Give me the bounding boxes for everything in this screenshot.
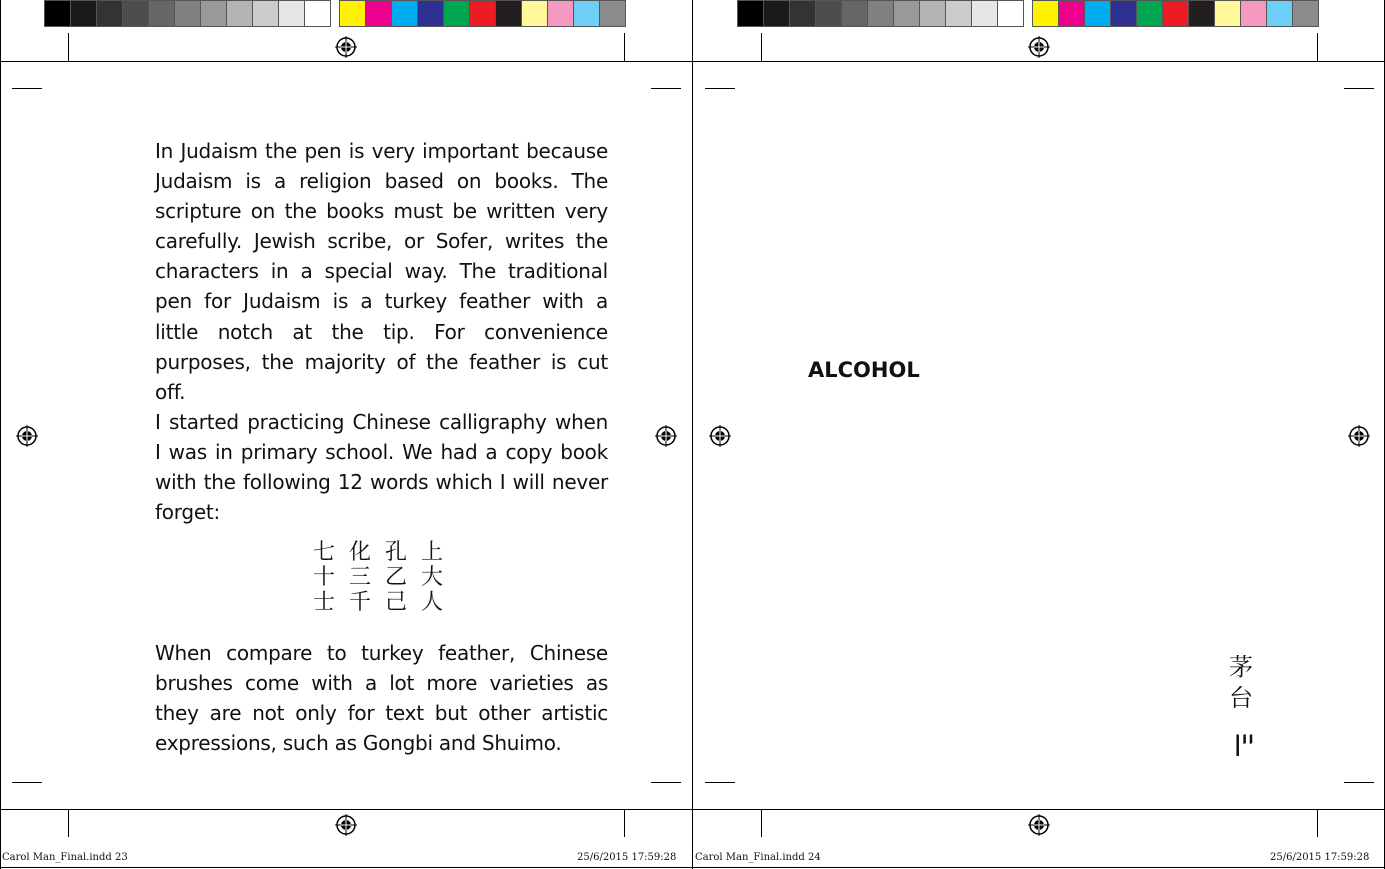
gray-swatch xyxy=(789,0,816,27)
gray-swatch xyxy=(252,0,279,27)
page-edge-left xyxy=(0,0,1,869)
color-swatch xyxy=(1032,0,1059,27)
gray-swatch xyxy=(304,0,331,27)
crop-mark xyxy=(624,809,625,837)
crop-mark xyxy=(68,809,69,837)
color-swatch xyxy=(1058,0,1085,27)
registration-mark-icon xyxy=(1028,36,1050,58)
crop-mark xyxy=(1344,88,1374,89)
gray-swatch xyxy=(122,0,149,27)
color-swatch xyxy=(495,0,522,27)
gray-swatch xyxy=(971,0,998,27)
gray-swatch xyxy=(96,0,123,27)
crop-line-top-right xyxy=(693,61,1385,62)
crop-mark xyxy=(761,33,762,61)
registration-mark-icon xyxy=(16,425,38,447)
calligraphy-character-grid xyxy=(306,540,450,615)
registration-mark-icon xyxy=(655,425,677,447)
slug-file-left: Carol Man_Final.indd 23 xyxy=(2,852,128,863)
color-swatch xyxy=(573,0,600,27)
gray-swatch xyxy=(919,0,946,27)
color-swatch xyxy=(1162,0,1189,27)
vertical-character: 台 xyxy=(1229,684,1253,712)
color-swatch xyxy=(391,0,418,27)
paragraph-chinese-brushes: When compare to turkey feather, Chinese brushes come with a lot more varieties as they are not only for text but other artistic expressions, such as Gongbi and Shuimo. xyxy=(155,641,608,756)
gray-swatch xyxy=(226,0,253,27)
calligraphy-character: 大 xyxy=(420,565,443,590)
crop-line-top-left xyxy=(0,61,692,62)
character-row xyxy=(306,565,450,590)
crop-mark xyxy=(624,33,625,61)
spine-divider xyxy=(692,0,693,869)
color-swatch xyxy=(365,0,392,27)
character-row xyxy=(306,590,450,615)
calligraphy-character: 千 xyxy=(348,590,371,615)
color-swatch xyxy=(1188,0,1215,27)
color-swatch xyxy=(1292,0,1319,27)
crop-mark xyxy=(1344,782,1374,783)
gray-swatch xyxy=(945,0,972,27)
crop-line-bottom-right xyxy=(693,809,1385,810)
registration-mark-icon xyxy=(335,814,357,836)
color-swatch xyxy=(417,0,444,27)
crop-mark xyxy=(705,88,735,89)
calligraphy-character: 十 xyxy=(312,565,335,590)
paragraph-chinese-calligraphy: I started practicing Chinese calligraphy when I was in primary school. We had a copy book with the following 12 words which I will never forget: xyxy=(155,410,608,525)
registration-mark-icon xyxy=(335,36,357,58)
calligraphy-character: 化 xyxy=(348,540,371,565)
hebrew-word: יין xyxy=(1233,724,1255,757)
crop-mark xyxy=(651,88,681,89)
gray-swatch xyxy=(737,0,764,27)
slug-date-right: 25/6/2015 17:59:28 xyxy=(1270,852,1370,863)
calligraphy-character: 士 xyxy=(312,590,335,615)
page-heading: ALCOHOL xyxy=(808,358,920,382)
color-swatch xyxy=(469,0,496,27)
color-bar-right xyxy=(737,0,1318,27)
calligraphy-character: 己 xyxy=(384,590,407,615)
gray-swatch xyxy=(148,0,175,27)
crop-mark xyxy=(68,33,69,61)
gray-swatch xyxy=(200,0,227,27)
crop-mark xyxy=(1317,809,1318,837)
crop-mark xyxy=(705,782,735,783)
registration-mark-icon xyxy=(1348,425,1370,447)
color-swatch xyxy=(1136,0,1163,27)
gray-swatch xyxy=(174,0,201,27)
gray-swatch xyxy=(763,0,790,27)
color-swatch xyxy=(339,0,366,27)
color-swatch xyxy=(1240,0,1267,27)
color-swatch xyxy=(1110,0,1137,27)
gray-swatch xyxy=(44,0,71,27)
color-swatch xyxy=(1084,0,1111,27)
color-swatch xyxy=(521,0,548,27)
crop-mark xyxy=(12,88,42,89)
registration-mark-icon xyxy=(1028,814,1050,836)
color-swatch xyxy=(1266,0,1293,27)
gray-swatch xyxy=(70,0,97,27)
calligraphy-character: 孔 xyxy=(384,540,407,565)
color-swatch xyxy=(443,0,470,27)
color-bar-left xyxy=(44,0,625,27)
vertical-chinese-word xyxy=(1226,652,1256,714)
slug-date-left: 25/6/2015 17:59:28 xyxy=(577,852,677,863)
gray-swatch xyxy=(815,0,842,27)
calligraphy-character: 七 xyxy=(312,540,335,565)
crop-mark xyxy=(761,809,762,837)
crop-mark xyxy=(1317,33,1318,61)
color-swatch xyxy=(599,0,626,27)
gray-swatch xyxy=(997,0,1024,27)
calligraphy-character: 三 xyxy=(348,565,371,590)
crop-mark xyxy=(651,782,681,783)
swatch-gap xyxy=(1023,0,1032,27)
gray-swatch xyxy=(893,0,920,27)
crop-mark xyxy=(12,782,42,783)
paragraph-judaism-pen: In Judaism the pen is very important because Judaism is a religion based on books. The scripture on the books must be written very carefully. Jewish scribe, or Sofer, writes the characters in a special way. The traditional pen for Judaism is a turkey feather with a little notch at the tip. For convenience purposes, the majority of the feather is cut off. xyxy=(155,139,608,404)
calligraphy-character: 人 xyxy=(420,590,443,615)
page-edge-bottom xyxy=(0,867,1385,868)
swatch-gap xyxy=(330,0,339,27)
gray-swatch xyxy=(841,0,868,27)
color-swatch xyxy=(547,0,574,27)
gray-swatch xyxy=(867,0,894,27)
slug-file-right: Carol Man_Final.indd 24 xyxy=(695,852,821,863)
registration-mark-icon xyxy=(709,425,731,447)
crop-line-bottom-left xyxy=(0,809,692,810)
character-row xyxy=(306,540,450,565)
calligraphy-character: 上 xyxy=(420,540,443,565)
gray-swatch xyxy=(278,0,305,27)
calligraphy-character: 乙 xyxy=(384,565,407,590)
color-swatch xyxy=(1214,0,1241,27)
vertical-character: 茅 xyxy=(1229,653,1253,681)
